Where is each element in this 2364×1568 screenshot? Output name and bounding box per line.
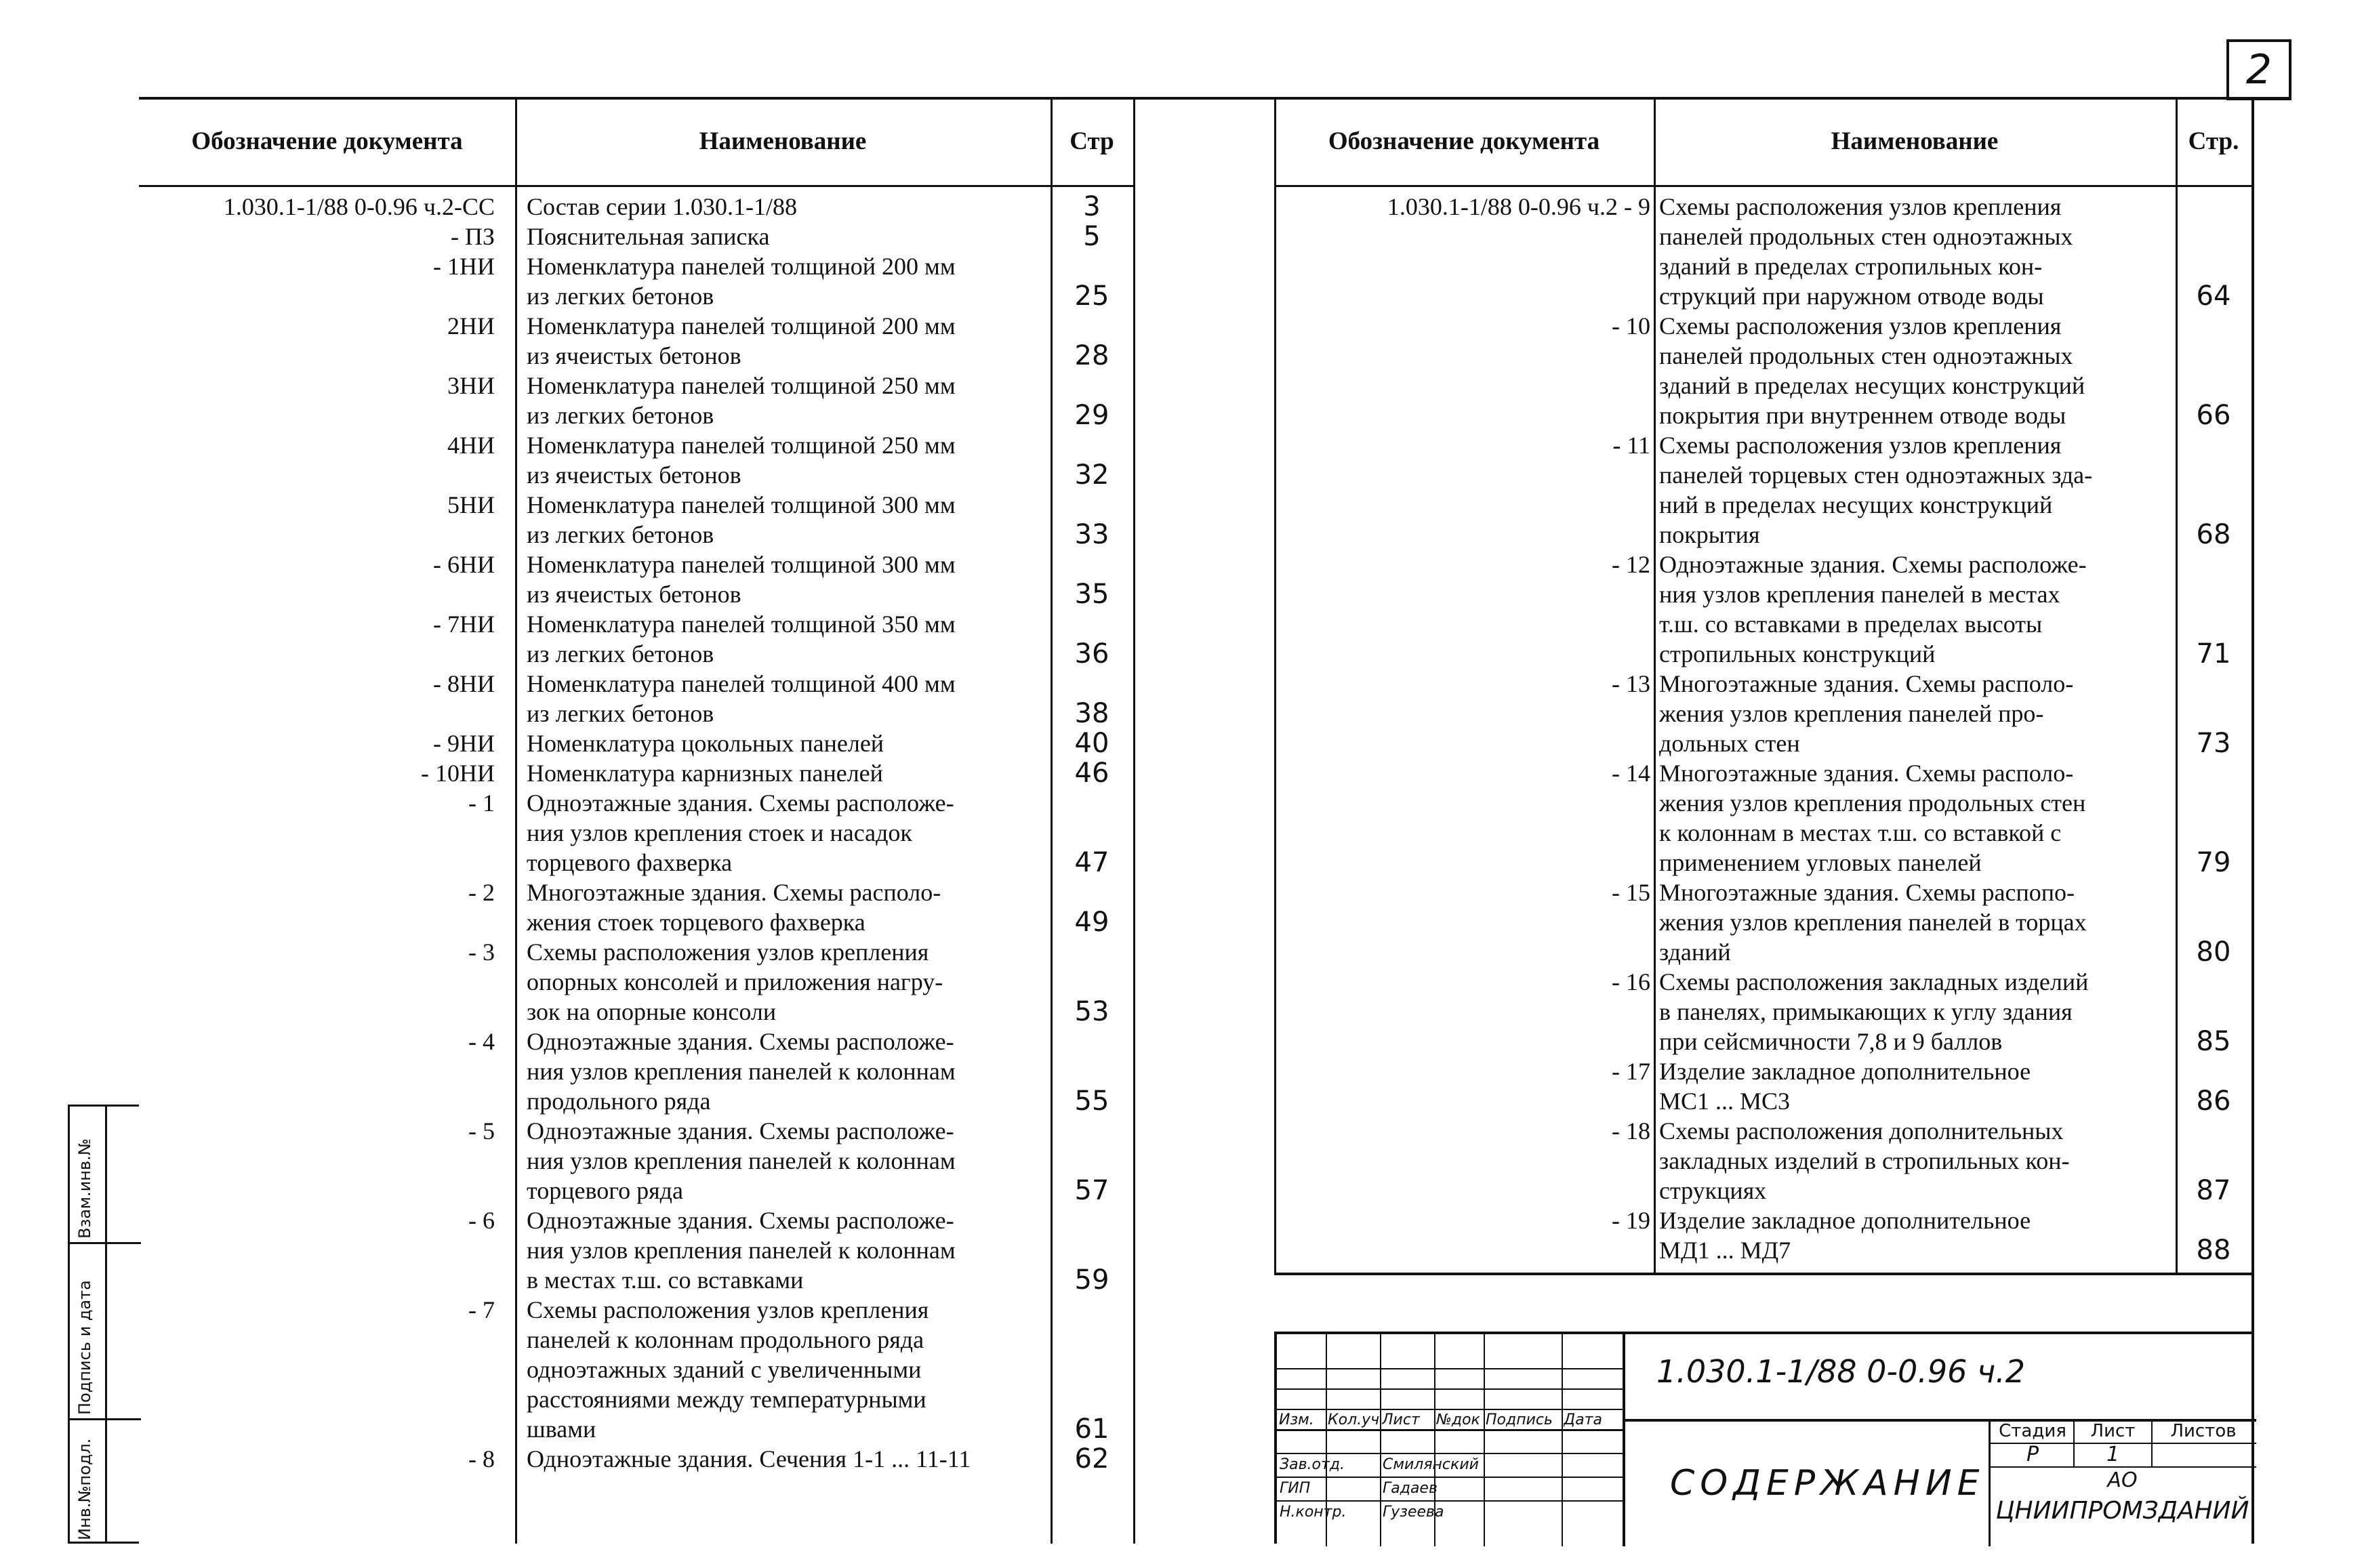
right-row-name-line: Изделие закладное дополнительное xyxy=(1659,1207,2031,1234)
left-row-name-line: продольного ряда xyxy=(527,1088,711,1115)
stage-label: Стадия xyxy=(1999,1421,2066,1441)
left-row-page: 32 xyxy=(1074,459,1109,491)
title-block-person-name: Смилянский xyxy=(1383,1456,1479,1473)
left-row-code: 4НИ xyxy=(447,432,495,459)
right-row-code: - 14 xyxy=(1612,760,1650,787)
right-row-name-line: при сейсмичности 7,8 и 9 баллов xyxy=(1659,1028,2003,1055)
title-block-role: Зав.отд. xyxy=(1280,1456,1345,1473)
left-header-code: Обозначение документа xyxy=(191,127,463,155)
left-table xyxy=(139,97,1135,1544)
right-row-name-line: жения узлов крепления панелей в торцах xyxy=(1659,909,2087,936)
right-row-name-line: в панелях, примыкающих к углу здания xyxy=(1659,998,2073,1025)
left-row-name-line: Одноэтажные здания. Схемы расположе- xyxy=(527,1117,954,1144)
title-block-col-header: Дата xyxy=(1564,1411,1602,1428)
left-row-page: 38 xyxy=(1074,698,1109,729)
right-row-name-line: к колоннам в местах т.ш. со вставкой с xyxy=(1659,819,2062,846)
left-row-page: 46 xyxy=(1074,758,1109,789)
title-block-col-header: Подпись xyxy=(1486,1411,1553,1428)
left-row-name-line: Многоэтажные здания. Схемы располо- xyxy=(527,879,941,906)
right-row xyxy=(1274,192,2254,311)
right-header-page: Стр. xyxy=(2188,127,2239,155)
right-row-name xyxy=(1659,669,2171,758)
left-row-name xyxy=(527,758,1042,788)
right-row-name xyxy=(1659,430,2171,550)
left-row-code: 2НИ xyxy=(447,312,495,339)
left-row-name-line: опорных консолей и приложения нагру- xyxy=(527,968,943,995)
right-row-name-line: жения узлов крепления панелей про- xyxy=(1659,700,2044,727)
right-row-name-line: Схемы расположения дополнительных xyxy=(1659,1117,2064,1144)
left-row-name-line: ния узлов крепления панелей к колоннам xyxy=(527,1058,956,1085)
right-row xyxy=(1274,1056,2254,1116)
left-row-code: - 6 xyxy=(468,1207,495,1234)
right-header-code: Обозначение документа xyxy=(1328,127,1600,155)
right-row xyxy=(1274,1116,2254,1205)
org-name: ЦНИИПРОМЗДАНИЙ xyxy=(1995,1497,2249,1525)
left-row xyxy=(139,937,1135,1027)
left-row-name xyxy=(527,1444,1042,1474)
right-row-name xyxy=(1659,1205,2171,1265)
doc-code: 1.030.1-1/88 0-0.96 ч.2 xyxy=(1656,1353,2026,1390)
left-row-page: 55 xyxy=(1074,1086,1109,1117)
title-block xyxy=(1274,1332,2254,1544)
left-row xyxy=(139,550,1135,609)
left-row-name-line: Номенклатура панелей толщиной 250 мм xyxy=(527,432,956,459)
right-row-name xyxy=(1659,1116,2171,1205)
right-row-name-line: Схемы расположения узлов крепления xyxy=(1659,432,2062,459)
right-row-name-line: Изделие закладное дополнительное xyxy=(1659,1058,2031,1085)
right-row xyxy=(1274,311,2254,430)
right-row-name-line: Многоэтажные здания. Схемы располо- xyxy=(1659,670,2074,697)
right-row-code: 1.030.1-1/88 0-0.96 ч.2 - 9 xyxy=(1387,193,1650,220)
left-row-name-line: Номенклатура панелей толщиной 200 мм xyxy=(527,253,956,280)
right-row xyxy=(1274,967,2254,1056)
stage-value: Р xyxy=(2026,1443,2039,1466)
sheet-value: 1 xyxy=(2106,1443,2120,1466)
left-row-name xyxy=(527,1116,1042,1205)
left-row-name xyxy=(527,728,1042,758)
left-row-page: 40 xyxy=(1074,728,1109,759)
right-row-name xyxy=(1659,878,2171,967)
right-row-name xyxy=(1659,758,2171,878)
right-row-code: - 15 xyxy=(1612,879,1650,906)
right-row-name-line: стропильных конструкций xyxy=(1659,640,1936,667)
right-row-code: - 17 xyxy=(1612,1058,1650,1085)
left-row-code: - 6НИ xyxy=(433,551,495,578)
left-row xyxy=(139,371,1135,430)
left-row-code: - 7 xyxy=(468,1296,495,1323)
left-row-name xyxy=(527,609,1042,669)
left-row-page: 62 xyxy=(1074,1443,1109,1474)
right-frame-line xyxy=(2251,97,2254,1544)
right-row-name-line: панелей продольных стен одноэтажных xyxy=(1659,342,2073,369)
right-row-page: 64 xyxy=(2196,281,2231,312)
title-block-col-header: Лист xyxy=(1382,1411,1420,1428)
left-row-name-line: из легких бетонов xyxy=(527,640,714,667)
right-row-name-line: покрытия xyxy=(1659,521,1760,548)
left-row-name-line: Номенклатура панелей толщиной 350 мм xyxy=(527,611,956,638)
left-row-name-line: из ячеистых бетонов xyxy=(527,461,741,489)
right-row-page: 86 xyxy=(2196,1086,2231,1117)
left-row-name-line: Одноэтажные здания. Сечения 1-1 ... 11-11 xyxy=(527,1445,971,1472)
right-table xyxy=(1274,97,2254,1273)
right-row-name-line: ния узлов крепления панелей в местах xyxy=(1659,581,2060,608)
title-block-col-header: Изм. xyxy=(1279,1411,1314,1428)
right-row-name-line: жения узлов крепления продольных стен xyxy=(1659,789,2086,817)
left-row-name xyxy=(527,430,1042,490)
right-row-name xyxy=(1659,1056,2171,1116)
right-row-page: 73 xyxy=(2196,728,2231,759)
right-row xyxy=(1274,669,2254,758)
left-row xyxy=(139,788,1135,878)
left-row-name xyxy=(527,669,1042,728)
left-row-name xyxy=(527,1027,1042,1116)
left-row-page: 57 xyxy=(1074,1175,1109,1206)
left-row-name xyxy=(527,1205,1042,1295)
left-row-name xyxy=(527,192,1042,222)
right-row xyxy=(1274,550,2254,669)
left-row-code: - 9НИ xyxy=(433,730,495,757)
left-row-code: - 1НИ xyxy=(433,253,495,280)
left-row-page: 3 xyxy=(1083,191,1101,222)
left-row-name xyxy=(527,1295,1042,1444)
right-row-name-line: зданий в пределах стропильных кон- xyxy=(1659,253,2043,280)
right-row-code: - 12 xyxy=(1612,551,1650,578)
left-row-name xyxy=(527,550,1042,609)
left-row-name xyxy=(527,878,1042,937)
left-row-name-line: Номенклатура панелей толщиной 300 мм xyxy=(527,491,956,518)
left-row-name-line: одноэтажных зданий с увеличенными xyxy=(527,1356,922,1383)
right-row-name-line: Одноэтажные здания. Схемы расположе- xyxy=(1659,551,2087,578)
left-row-page: 25 xyxy=(1074,281,1109,312)
right-row-code: - 11 xyxy=(1612,432,1650,459)
title-block-role: Н.контр. xyxy=(1280,1504,1347,1521)
left-row-code: - 8НИ xyxy=(433,670,495,697)
right-row-name-line: струкций при наружном отводе воды xyxy=(1659,283,2044,310)
left-row-name-line: из ячеистых бетонов xyxy=(527,342,741,369)
right-row-name-line: применением угловых панелей xyxy=(1659,849,1982,876)
right-row-name xyxy=(1659,550,2171,669)
left-row xyxy=(139,192,1135,222)
left-row-name-line: Номенклатура панелей толщиной 200 мм xyxy=(527,312,956,339)
left-row xyxy=(139,669,1135,728)
left-row-name-line: ния узлов крепления панелей к колоннам xyxy=(527,1147,956,1174)
right-row-page: 66 xyxy=(2196,400,2231,431)
org-prefix: АО xyxy=(2107,1468,2138,1492)
left-row-page: 53 xyxy=(1074,996,1109,1027)
left-row-name-line: в местах т.ш. со вставками xyxy=(527,1266,804,1294)
right-row-code: - 16 xyxy=(1612,968,1650,995)
left-row-code: - 2 xyxy=(468,879,495,906)
left-row-name-line: Номенклатура панелей толщиной 400 мм xyxy=(527,670,956,697)
right-row-name-line: т.ш. со вставками в пределах высоты xyxy=(1659,611,2043,638)
side-label-sign: Подпись и дата xyxy=(75,1280,94,1415)
left-row-name-line: зок на опорные консоли xyxy=(527,998,777,1025)
title-block-col-header: №док xyxy=(1436,1411,1480,1428)
left-row xyxy=(139,1027,1135,1116)
left-row-name-line: Номенклатура панелей толщиной 250 мм xyxy=(527,372,956,399)
left-row-name-line: торцевого ряда xyxy=(527,1177,683,1204)
left-row-code: - 5 xyxy=(468,1117,495,1144)
left-row xyxy=(139,490,1135,550)
right-row-page: 79 xyxy=(2196,847,2231,878)
sheet-number-box xyxy=(2226,39,2291,100)
side-label-replace: Взам.инв.№ xyxy=(75,1138,94,1239)
right-row-name-line: панелей продольных стен одноэтажных xyxy=(1659,223,2073,250)
side-label-inv: Инв.№подл. xyxy=(75,1438,94,1540)
right-row-name xyxy=(1659,967,2171,1056)
right-row-name-line: ний в пределах несущих конструкций xyxy=(1659,491,2053,518)
right-row-name-line: покрытия при внутреннем отводе воды xyxy=(1659,402,2066,429)
left-row xyxy=(139,758,1135,788)
left-row-name-line: Пояснительная записка xyxy=(527,223,770,250)
right-row-name-line: закладных изделий в стропильных кон- xyxy=(1659,1147,2070,1174)
right-header-name: Наименование xyxy=(1831,127,1999,155)
left-header-name: Наименование xyxy=(699,127,867,155)
left-row xyxy=(139,1295,1135,1444)
left-row-name-line: ния узлов крепления панелей к колоннам xyxy=(527,1237,956,1264)
right-row-page: 71 xyxy=(2196,638,2231,669)
left-row-name-line: из легких бетонов xyxy=(527,521,714,548)
right-row xyxy=(1274,878,2254,967)
left-row-name-line: Одноэтажные здания. Схемы расположе- xyxy=(527,1028,954,1055)
right-row-name-line: зданий xyxy=(1659,938,1731,966)
right-row-name-line: струкциях xyxy=(1659,1177,1767,1204)
right-row-name-line: Схемы расположения узлов крепления xyxy=(1659,312,2062,339)
left-row-name-line: из легких бетонов xyxy=(527,700,714,727)
left-row-name xyxy=(527,311,1042,371)
title-block-role: ГИП xyxy=(1280,1480,1311,1497)
right-row-code: - 19 xyxy=(1612,1207,1650,1234)
left-row-page: 59 xyxy=(1074,1264,1109,1296)
left-row-page: 33 xyxy=(1074,519,1109,550)
right-row-page: 80 xyxy=(2196,936,2231,968)
left-row-code: - 1 xyxy=(468,789,495,817)
left-row-code: - ПЗ xyxy=(450,223,495,250)
left-row-code: - 8 xyxy=(468,1445,495,1472)
left-row-page: 35 xyxy=(1074,579,1109,610)
left-row-name xyxy=(527,788,1042,878)
right-row-name-line: МС1 ... МС3 xyxy=(1659,1088,1791,1115)
left-row xyxy=(139,222,1135,251)
left-row xyxy=(139,1205,1135,1295)
sheet-number: 2 xyxy=(2245,46,2273,94)
left-row-name-line: Состав серии 1.030.1-1/88 xyxy=(527,193,797,220)
right-row-name-line: зданий в пределах несущих конструкций xyxy=(1659,372,2085,399)
title-block-person-name: Гадаев xyxy=(1383,1480,1438,1497)
left-row xyxy=(139,878,1135,937)
left-row-page: 29 xyxy=(1074,400,1109,431)
left-row-page: 61 xyxy=(1074,1414,1109,1445)
left-row-page: 5 xyxy=(1083,221,1101,252)
right-row-page: 85 xyxy=(2196,1026,2231,1057)
left-row-name xyxy=(527,222,1042,251)
left-row-name-line: Одноэтажные здания. Схемы расположе- xyxy=(527,1207,954,1234)
title-block-col-header: Кол.уч xyxy=(1328,1411,1379,1428)
left-row-name xyxy=(527,251,1042,311)
left-row-code: - 10НИ xyxy=(421,760,495,787)
left-row-name-line: торцевого фахверка xyxy=(527,849,733,876)
left-row-name-line: из легких бетонов xyxy=(527,402,714,429)
left-row-name-line: Одноэтажные здания. Схемы расположе- xyxy=(527,789,954,817)
right-row-name-line: панелей торцевых стен одноэтажных зда- xyxy=(1659,461,2093,489)
right-row xyxy=(1274,758,2254,878)
left-row-name-line: Номенклатура панелей толщиной 300 мм xyxy=(527,551,956,578)
right-row xyxy=(1274,430,2254,550)
left-row xyxy=(139,1444,1135,1474)
left-row-code: - 4 xyxy=(468,1028,495,1055)
right-row-page: 88 xyxy=(2196,1235,2231,1266)
left-row xyxy=(139,311,1135,371)
title-block-person-name: Гузеева xyxy=(1383,1504,1444,1521)
left-row-name-line: панелей к колоннам продольного ряда xyxy=(527,1326,924,1353)
left-row-name-line: швами xyxy=(527,1416,596,1443)
left-row xyxy=(139,1116,1135,1205)
right-row-name-line: Схемы расположения узлов крепления xyxy=(1659,193,2062,220)
left-row xyxy=(139,728,1135,758)
left-row-name xyxy=(527,371,1042,430)
sheets-label: Листов xyxy=(2170,1421,2237,1441)
right-row-name xyxy=(1659,311,2171,430)
left-row-name-line: расстояниями между температурными xyxy=(527,1386,926,1413)
left-row-name-line: ния узлов крепления стоек и насадок xyxy=(527,819,912,846)
right-row-code: - 10 xyxy=(1612,312,1650,339)
left-row xyxy=(139,251,1135,311)
left-row-code: 3НИ xyxy=(447,372,495,399)
left-row-name xyxy=(527,490,1042,550)
right-row-name-line: Многоэтажные здания. Схемы распопо- xyxy=(1659,879,2075,906)
left-row-code: 1.030.1-1/88 0-0.96 ч.2-СС xyxy=(223,193,495,220)
left-row-page: 28 xyxy=(1074,340,1109,371)
left-row-code: - 3 xyxy=(468,938,495,966)
left-row xyxy=(139,609,1135,669)
left-row-code: 5НИ xyxy=(447,491,495,518)
left-header-page: Стр xyxy=(1069,127,1114,155)
left-row-name-line: жения стоек торцевого фахверка xyxy=(527,909,865,936)
right-row-name-line: МД1 ... МД7 xyxy=(1659,1237,1791,1264)
left-row-name-line: Номенклатура цокольных панелей xyxy=(527,730,884,757)
right-row-page: 68 xyxy=(2196,519,2231,550)
left-row xyxy=(139,430,1135,490)
right-row-name-line: дольных стен xyxy=(1659,730,1800,757)
right-row-page: 87 xyxy=(2196,1175,2231,1206)
left-row-page: 49 xyxy=(1074,907,1109,938)
left-row-name xyxy=(527,937,1042,1027)
right-row-name-line: Многоэтажные здания. Схемы располо- xyxy=(1659,760,2074,787)
right-row-name-line: Схемы расположения закладных изделий xyxy=(1659,968,2089,995)
left-row-name-line: Номенклатура карнизных панелей xyxy=(527,760,883,787)
right-row-name xyxy=(1659,192,2171,311)
left-row-name-line: Схемы расположения узлов крепления xyxy=(527,1296,929,1323)
side-stamp xyxy=(68,1105,139,1544)
sheet-label: Лист xyxy=(2090,1421,2136,1441)
left-row-code: - 7НИ xyxy=(433,611,495,638)
left-row-name-line: из легких бетонов xyxy=(527,283,714,310)
left-row-page: 36 xyxy=(1074,638,1109,669)
right-row-code: - 18 xyxy=(1612,1117,1650,1144)
doc-title: СОДЕРЖАНИЕ xyxy=(1670,1463,1985,1504)
left-row-name-line: Схемы расположения узлов крепления xyxy=(527,938,929,966)
right-row-code: - 13 xyxy=(1612,670,1650,697)
left-row-name-line: из ячеистых бетонов xyxy=(527,581,741,608)
left-row-page: 47 xyxy=(1074,847,1109,878)
right-row xyxy=(1274,1205,2254,1265)
